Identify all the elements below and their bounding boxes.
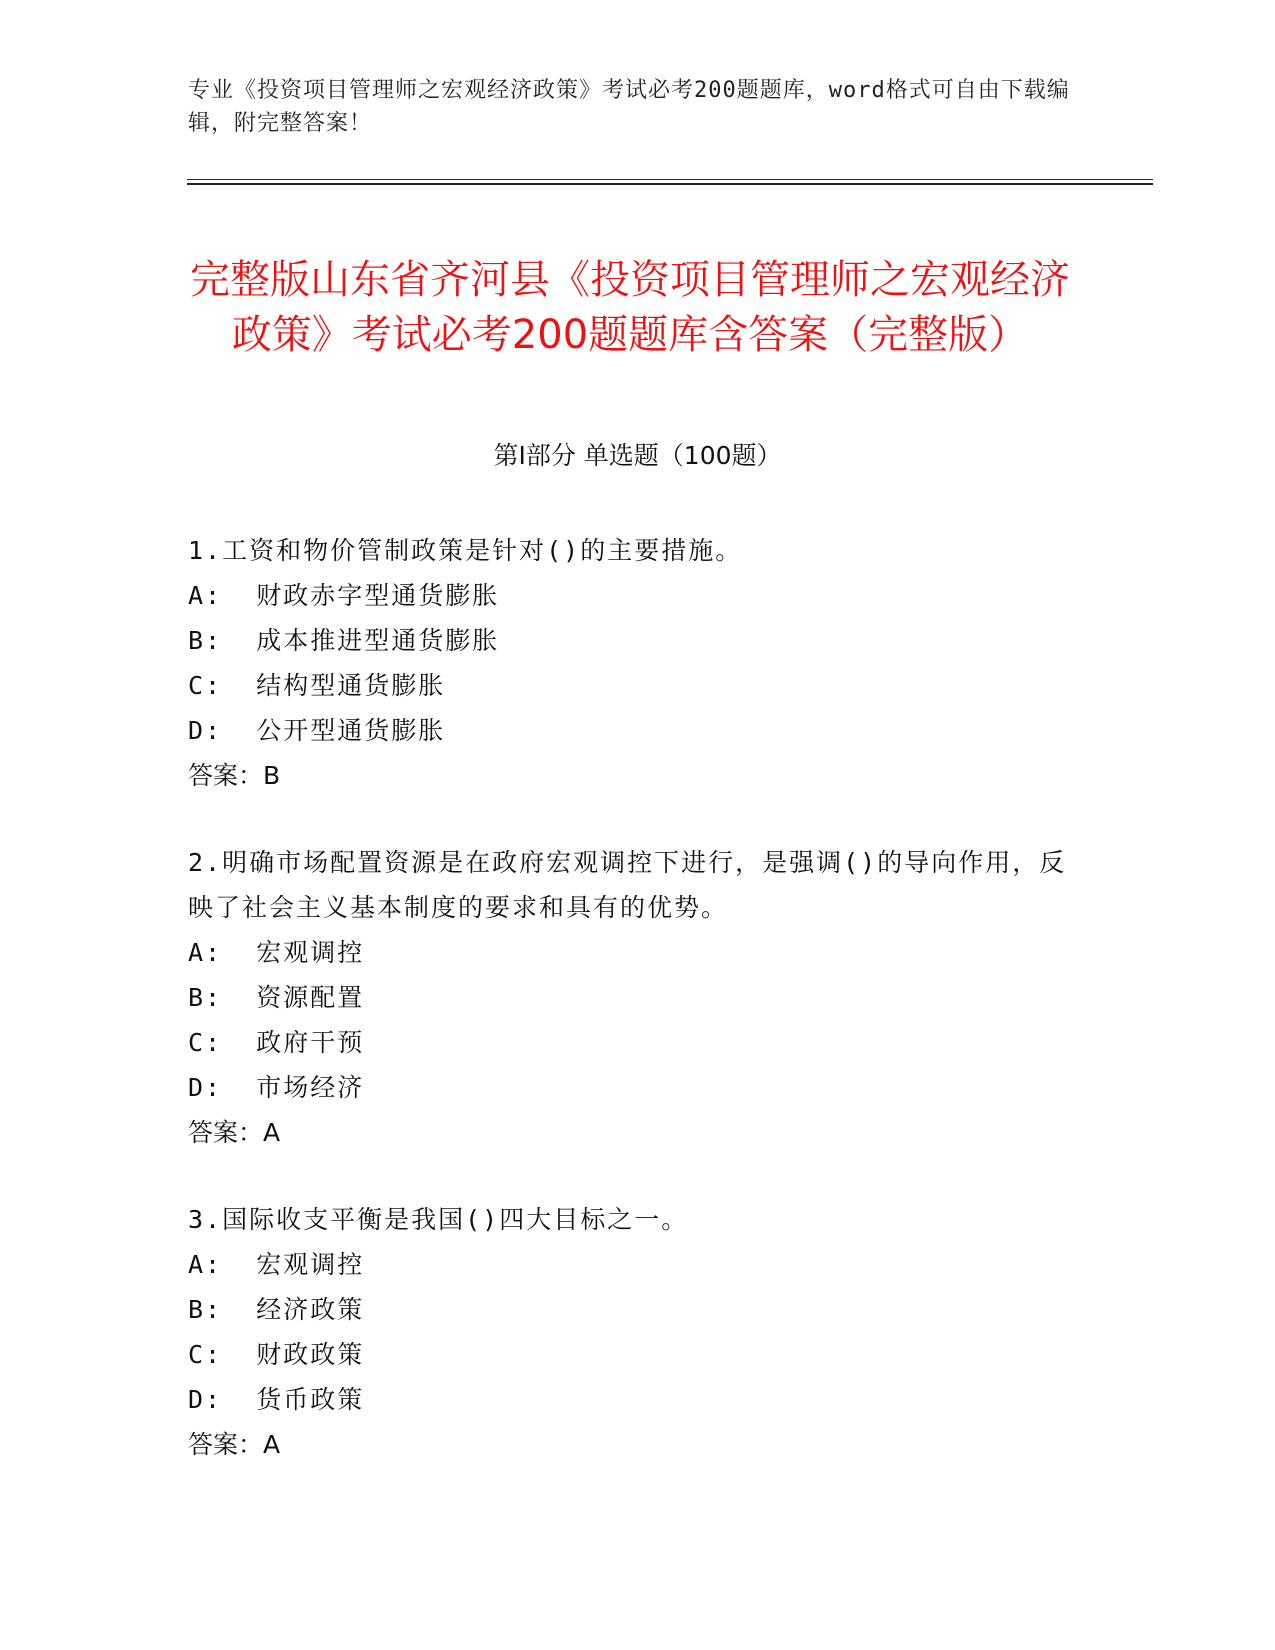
header-divider-thin <box>187 179 1153 180</box>
answer: 答案：B <box>188 761 281 790</box>
section-heading: 第I部分 单选题（100题） <box>493 441 782 470</box>
option-d: D: 市场经济 <box>188 1073 365 1102</box>
option-c: C: 财政政策 <box>188 1340 365 1369</box>
option-b: B: 经济政策 <box>188 1295 365 1324</box>
header-note: 专业《投资项目管理师之宏观经济政策》考试必考200题题库，word格式可自由下载编辑，附完整答案！ <box>188 78 1070 136</box>
question-stem: 3.国际收支平衡是我国()四大目标之一。 <box>188 1205 689 1234</box>
header-divider-thick <box>187 183 1153 185</box>
option-a: A: 宏观调控 <box>188 1250 365 1279</box>
question-stem: 2.明确市场配置资源是在政府宏观调控下进行，是强调()的导向作用，反映了社会主义基本制度的要求和具有的优势。 <box>188 848 1067 922</box>
option-d: D: 公开型通货膨胀 <box>188 716 446 745</box>
option-c: C: 政府干预 <box>188 1028 365 1057</box>
question-list <box>188 528 1088 1509</box>
answer: 答案：A <box>188 1118 281 1147</box>
option-a: A: 财政赤字型通货膨胀 <box>188 581 500 610</box>
option-a: A: 宏观调控 <box>188 938 365 967</box>
document-title: 完整版山东省齐河县《投资项目管理师之宏观经济政策》考试必考200题题库含答案（完整版） <box>190 256 1070 358</box>
question-1 <box>188 528 1088 798</box>
option-b: B: 资源配置 <box>188 983 365 1012</box>
question-3 <box>188 1197 1088 1467</box>
option-b: B: 成本推进型通货膨胀 <box>188 626 500 655</box>
option-c: C: 结构型通货膨胀 <box>188 671 446 700</box>
option-d: D: 货币政策 <box>188 1385 365 1414</box>
question-2 <box>188 840 1088 1155</box>
question-stem: 1.工资和物价管制政策是针对()的主要措施。 <box>188 536 743 565</box>
answer: 答案：A <box>188 1430 281 1459</box>
